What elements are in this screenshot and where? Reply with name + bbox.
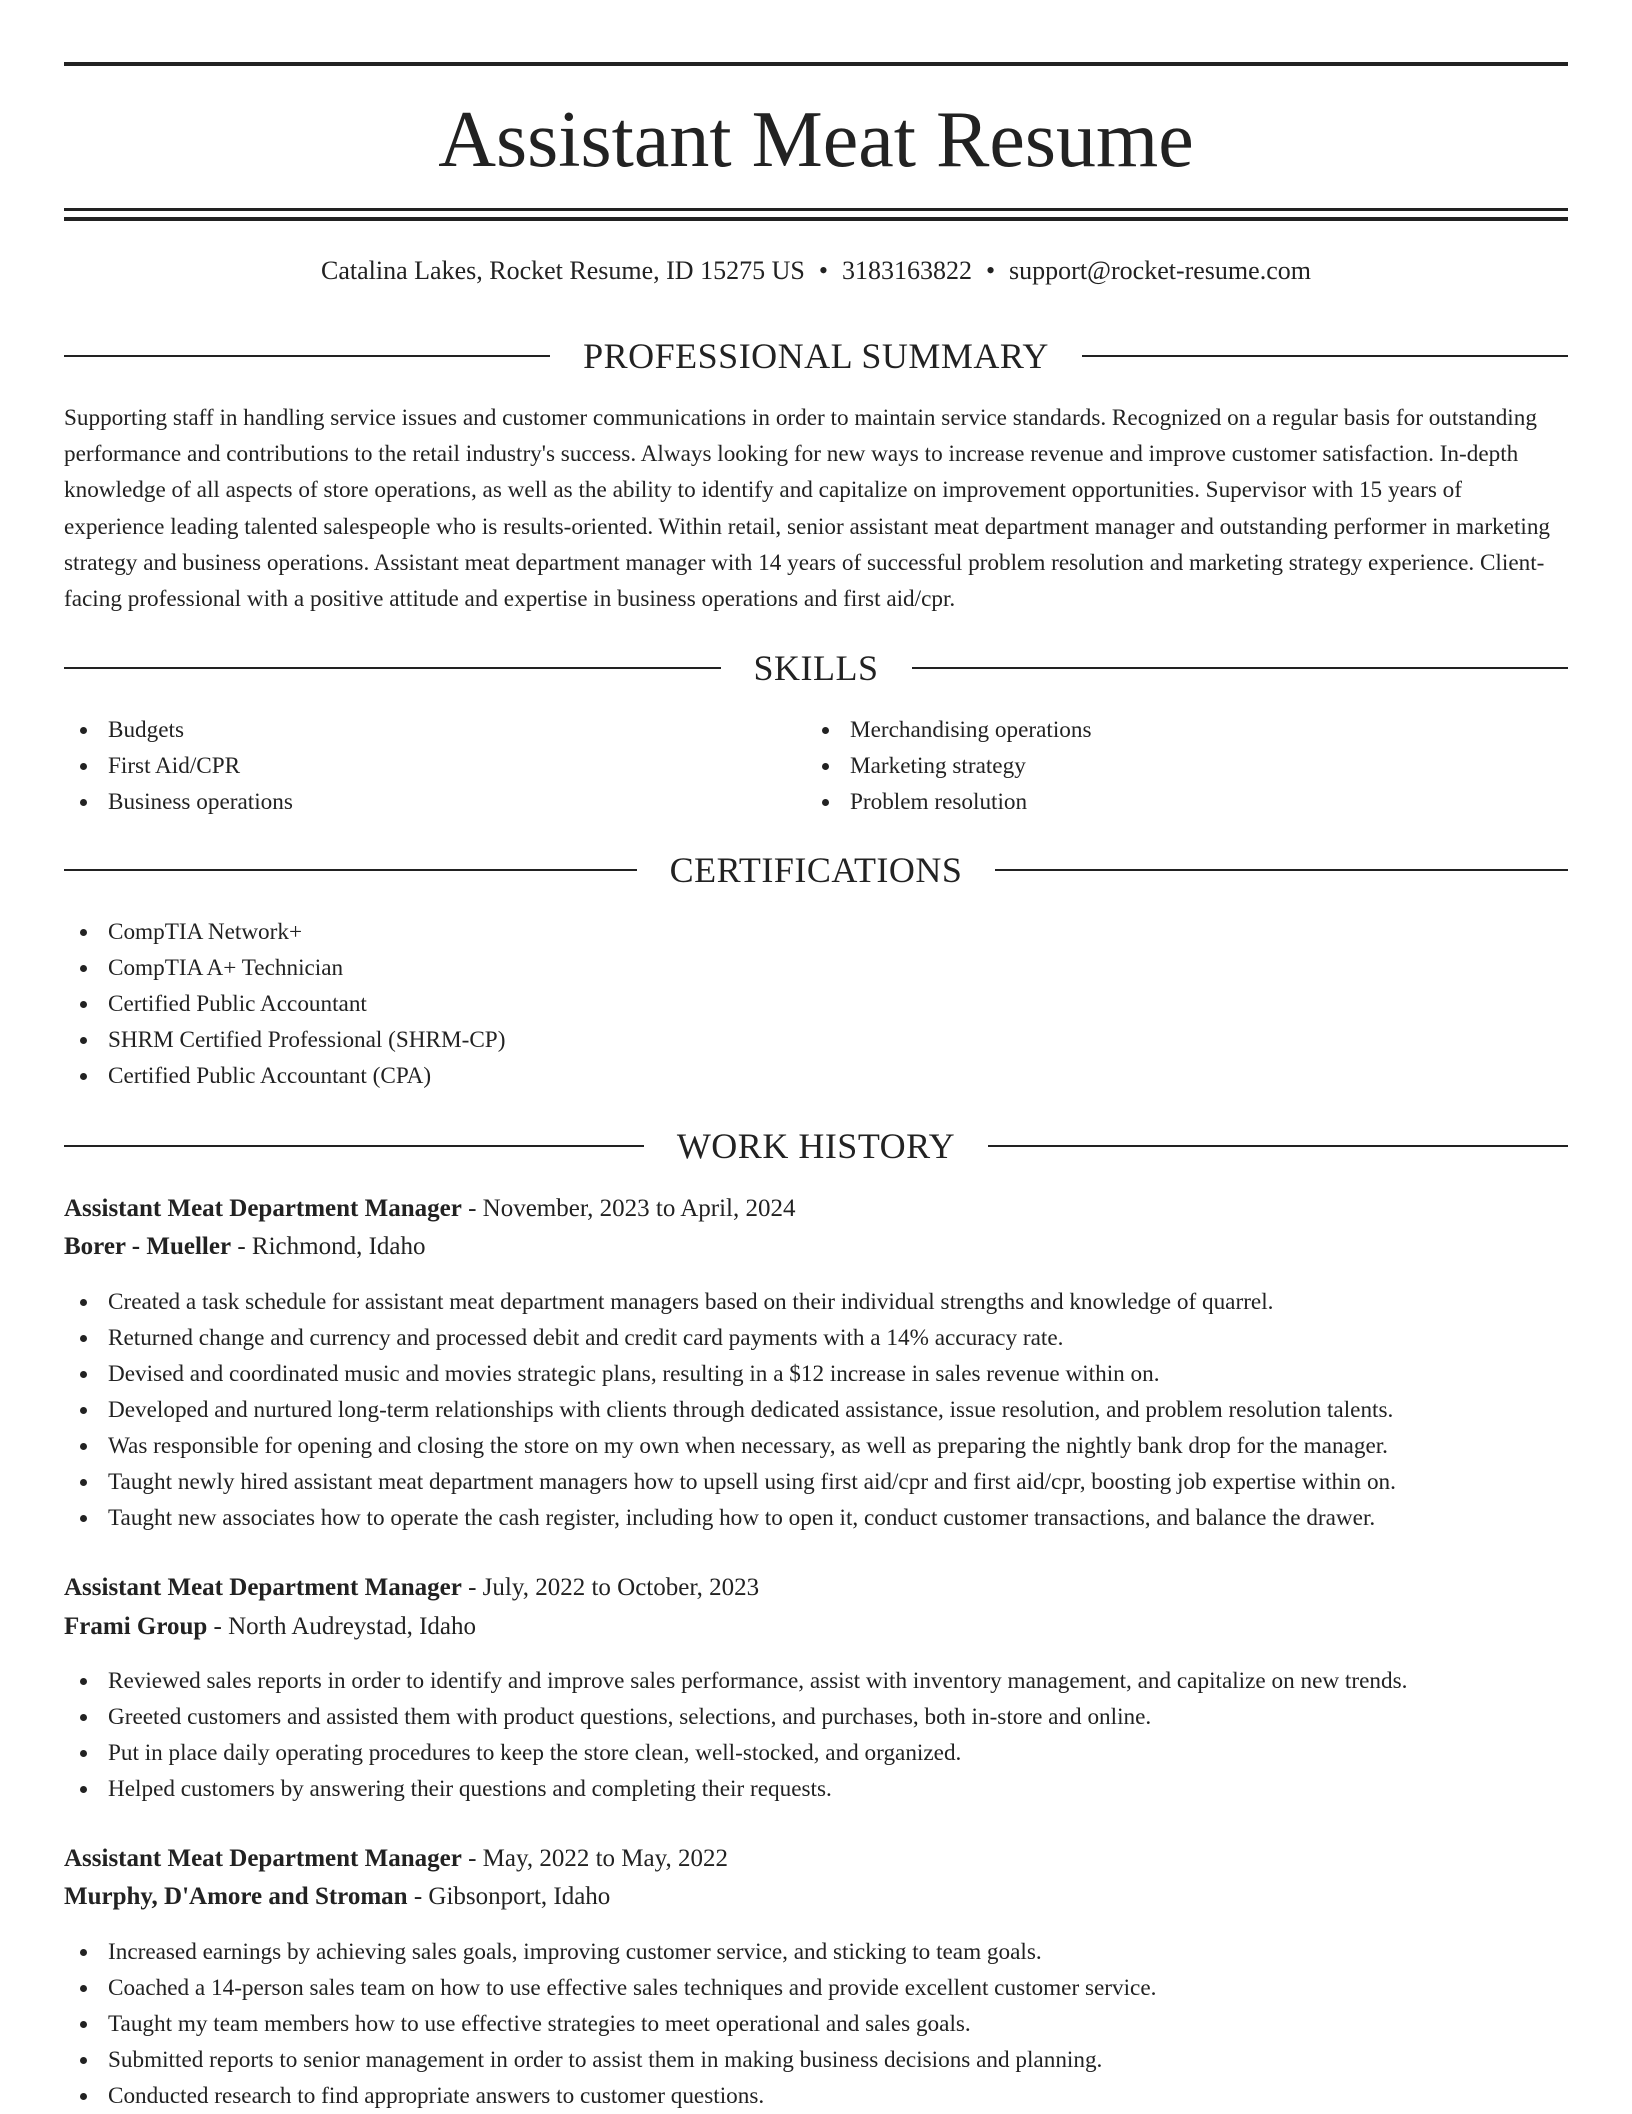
section-rule [1082,355,1568,357]
skill-item: Merchandising operations [806,712,1506,748]
job-duty: Created a task schedule for assistant meat department managers based on their individual strengths and knowledge of quarrel. [64,1284,1568,1320]
job-location: - Gibsonport, Idaho [407,1883,611,1910]
section-title: CERTIFICATIONS [669,850,963,890]
job-company-line [64,1608,1568,1646]
job-duty: Taught newly hired assistant meat department managers how to upsell using first aid/cpr and first aid/cpr, boosting job expertise within on. [64,1464,1568,1500]
job-location: - North Audreystad, Idaho [207,1613,476,1640]
job-duty: Greeted customers and assisted them with product questions, selections, and purchases, both in-store and online. [64,1699,1568,1735]
job-dates: - November, 2023 to April, 2024 [461,1195,796,1222]
job-duties-list [64,1663,1568,1807]
job-title-line [64,1569,1568,1607]
section-title: SKILLS [753,648,879,688]
skills-list-right [806,712,1506,820]
section-rule [64,355,550,357]
contact-phone: 3183163822 [841,256,972,285]
job-duty: Conducted research to find appropriate answers to customer questions. [64,2078,1568,2114]
job-title: Assistant Meat Department Manager [64,1574,462,1601]
section-rule [912,667,1569,669]
section-heading-summary [64,334,1568,378]
job-title: Assistant Meat Department Manager [64,1195,462,1222]
section-rule [995,869,1568,871]
job-duty: Coached a 14-person sales team on how to use effective sales techniques and provide excellent customer service. [64,1970,1568,2006]
skills-list-left [64,712,764,820]
job-dates: - May, 2022 to May, 2022 [461,1845,729,1872]
job-duties-list [64,1284,1568,1536]
header-double-rule [64,208,1568,221]
skill-item: Problem resolution [806,784,1506,820]
job-title-line [64,1190,1568,1228]
job-location: - Richmond, Idaho [231,1233,426,1260]
job-duty: Returned change and currency and processed debit and credit card payments with a 14% accuracy rate. [64,1320,1568,1356]
contact-separator: • [985,256,996,285]
section-rule [64,667,721,669]
job-duty: Developed and nurtured long-term relationships with clients through dedicated assistance, issue resolution, and problem resolution talents. [64,1392,1568,1428]
section-title: PROFESSIONAL SUMMARY [583,336,1049,376]
job-company: Frami Group [64,1613,208,1640]
certification-item: SHRM Certified Professional (SHRM-CP) [64,1022,1568,1058]
section-title: WORK HISTORY [676,1126,956,1166]
section-rule [64,1145,644,1147]
certification-item: Certified Public Accountant (CPA) [64,1058,1568,1094]
job-duty: Was responsible for opening and closing the store on my own when necessary, as well as preparing the nightly bank drop for the manager. [64,1428,1568,1464]
contact-address: Catalina Lakes, Rocket Resume, ID 15275 US [321,256,805,285]
job-duty: Put in place daily operating procedures to keep the store clean, well-stocked, and organized. [64,1735,1568,1771]
job-duty: Reviewed sales reports in order to identify and improve sales performance, assist with inventory management, and capitalize on new trends. [64,1663,1568,1699]
section-rule [988,1145,1568,1147]
job-duties-list [64,1934,1568,2114]
section-heading-skills [64,646,1568,690]
contact-email: support@rocket-resume.com [1009,256,1311,285]
contact-line [64,254,1568,288]
job-duty: Devised and coordinated music and movies strategic plans, resulting in a $12 increase in sales revenue within on. [64,1356,1568,1392]
certification-item: CompTIA Network+ [64,914,1568,950]
skill-item: First Aid/CPR [64,748,764,784]
section-heading-certifications [64,848,1568,892]
section-heading-work-history [64,1124,1568,1168]
job-duty: Submitted reports to senior management in order to assist them in making business decisions and planning. [64,2042,1568,2078]
job-title-line [64,1840,1568,1878]
job-company-line [64,1878,1568,1916]
job-duty: Increased earnings by achieving sales goals, improving customer service, and sticking to team goals. [64,1934,1568,1970]
job-dates: - July, 2022 to October, 2023 [461,1574,760,1601]
job-company-line [64,1228,1568,1266]
job-company: Murphy, D'Amore and Stroman [64,1883,408,1910]
certifications-list [64,914,1568,1094]
job-company: Borer - Mueller [64,1233,232,1260]
certification-item: CompTIA A+ Technician [64,950,1568,986]
resume-title: Assistant Meat Resume [438,96,1194,184]
header-top-rule [64,62,1568,66]
job-duty: Taught new associates how to operate the cash register, including how to open it, conduct customer transactions, and balance the drawer. [64,1500,1568,1536]
section-rule [64,869,637,871]
contact-separator: • [818,256,828,285]
skill-item: Marketing strategy [806,748,1506,784]
summary-text: Supporting staff in handling service issues and customer communications in order to maintain service standards. Recognized on a regular basis for outstanding performance and contributions to the retail industry's success. Always looking for new ways to increase revenue and improve customer satisfaction. In-depth knowledge of all aspects of store operations, as well as the ability to identify and capitalize on improvement opportunities. Supervisor with 15 years of experience leading talented salespeople who is results-oriented. Within retail, senior assistant meat department manager and outstanding performer in marketing strategy and business operations. Assistant meat department manager with 14 years of successful problem resolution and marketing strategy experience. Client-facing professional with a positive attitude and expertise in business operations and first aid/cpr. [64,405,1551,613]
job-duty: Helped customers by answering their questions and completing their requests. [64,1771,1568,1807]
job-title: Assistant Meat Department Manager [64,1845,462,1872]
job-duty: Taught my team members how to use effective strategies to meet operational and sales goals. [64,2006,1568,2042]
skill-item: Budgets [64,712,764,748]
certification-item: Certified Public Accountant [64,986,1568,1022]
skill-item: Business operations [64,784,764,820]
